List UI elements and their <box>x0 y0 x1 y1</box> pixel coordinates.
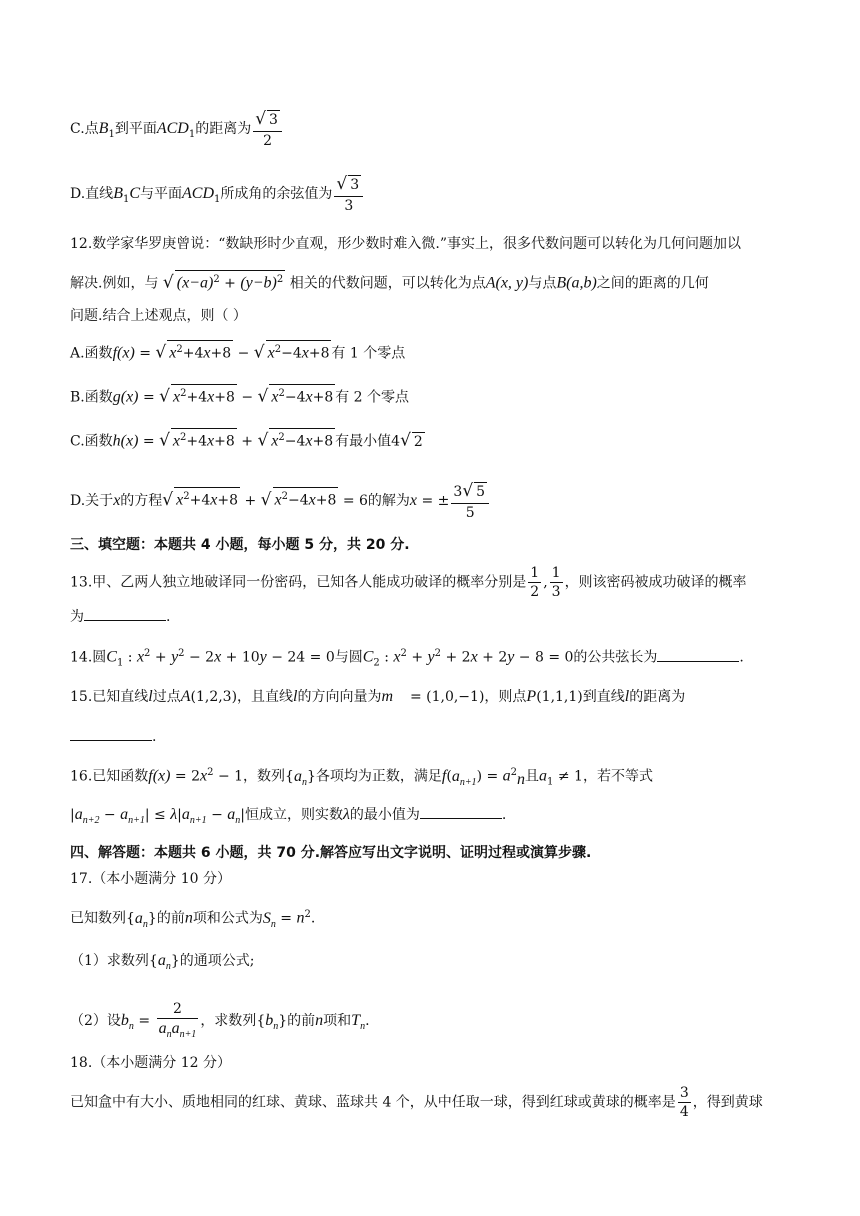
q12-option-b: B.函数g(x) = √ $x^2+4x+8$ − √ $x^2-4x+8$ 有 2 个零点 <box>70 384 409 409</box>
fraction: $\frac{3}{4}$ <box>679 1085 689 1120</box>
q18-title: 18.（本小题满分 12 分） <box>70 1055 231 1071</box>
q17-title: 17.（本小题满分 10 分） <box>70 871 231 887</box>
q12-option-a: A.函数f(x) = √ $x^2+4x+8$ − √ $x^2-4x+8$ 有 1 个零点 <box>70 340 405 365</box>
q12-option-c: C.函数h(x) = √ $x^2+4x+8$ + √ $x^2-4x+8$ 有最小值4√ 2 <box>70 428 425 453</box>
q16-line-2: $|a_{n+2} - a_{n+1}| \le \lambda|a_{n+1} - a_n|$恒成立，则实数λ的最小值为 . <box>70 806 507 827</box>
q17-part-1: （1）求数列$\{a_n\}$的通项公式; <box>70 952 255 973</box>
q12-line-3: 问题.结合上述观点，则（ ） <box>70 308 247 324</box>
q17-stem: 已知数列$\{a_n\}$的前n项和公式为$S_n = n^2$. <box>70 909 316 930</box>
fraction: $\frac{2}{a_na_{n+1}}$ <box>158 1001 197 1041</box>
q16-line-1: 16.已知函数$f(x) = 2x^2 - 1$，数列$\{a_n\}$各项均为正数，满足$f(a_{n+1}) = a^2_n$且$a_1 \ne 1$，若不等式 <box>70 767 653 789</box>
q12-line-1: 12.数学家华罗庚曾说：“数缺形时少直观，形少数时难入微.”事实上，很多代数问题可以转化为几何问题加以 <box>70 236 742 252</box>
q11-option-d: D.直线$B_1C$与平面$ACD_1$所成角的余弦值为 $\frac{√ 3}{3}$ <box>70 175 365 213</box>
q15-line-2: . <box>70 726 156 748</box>
q17-part-2: （2）设$b_n$ = $\frac{2}{a_na_{n+1}}$ ，求数列$\{b_n\}$的前n项和$T_n$. <box>70 1001 370 1041</box>
fraction: $\frac{3√ 5}{5}$ <box>451 482 489 520</box>
q15-line-1: 15.已知直线l过点A(1,2,3)，且直线l的方向向量为m⃗ = (1,0,−1)，则点P(1,1,1)到直线l的距离为 <box>70 688 686 705</box>
answer-blank[interactable] <box>84 606 166 621</box>
fraction: $\frac{√ 3}{3}$ <box>334 175 363 213</box>
q13-line-2: 为 . <box>70 606 170 628</box>
answer-blank[interactable] <box>657 647 739 662</box>
q12-line-2: 解决.例如，与 √ $(x-a)^2 + (y-b)^2$ 相关的代数问题，可以转化为点A(x, y)与点B(a,b)之间的距离的几何 <box>70 270 709 295</box>
answer-blank[interactable] <box>70 726 152 741</box>
section-4-heading: 四、解答题：本题共 6 小题，共 70 分.解答应写出文字说明、证明过程或演算步骤. <box>70 845 592 861</box>
q12-option-d: D.关于x的方程√ $x^2+4x+8$ + √ $x^2-4x+8 = 6$的解为x = ± $\frac{3√ 5}{5}$ <box>70 482 491 520</box>
answer-blank[interactable] <box>420 804 502 819</box>
q18-stem: 已知盒中有大小、质地相同的红球、黄球、蓝球共 4 个，从中任取一球，得到红球或黄球的概率是 $\frac{3}{4}$ ，得到黄球 <box>70 1085 763 1120</box>
q11-option-c: C.点$B_1$到平面$ACD_1$的距离为 $\frac{√ 3}{2}$ <box>70 110 284 148</box>
section-3-heading: 三、填空题：本题共 4 小题，每小题 5 分，共 20 分. <box>70 537 410 553</box>
q14: 14.圆$C_1$ : $x^2 + y^2 - 2x + 10y - 24 = 0$与圆$C_2$ : $x^2 + y^2 + 2x + 2y - 8 = 0$的公共弦长为 . <box>70 648 744 669</box>
fraction: $\frac{1}{2}$ <box>530 565 540 600</box>
fraction: $\frac{1}{3}$ <box>551 565 561 600</box>
fraction: $\frac{√ 3}{2}$ <box>253 110 282 148</box>
q13-line-1: 13.甲、乙两人独立地破译同一份密码，已知各人能成功破译的概率分别是 $\frac{1}{2}$ , $\frac{1}{3}$ ，则该密码被成功破译的概率 <box>70 565 747 600</box>
